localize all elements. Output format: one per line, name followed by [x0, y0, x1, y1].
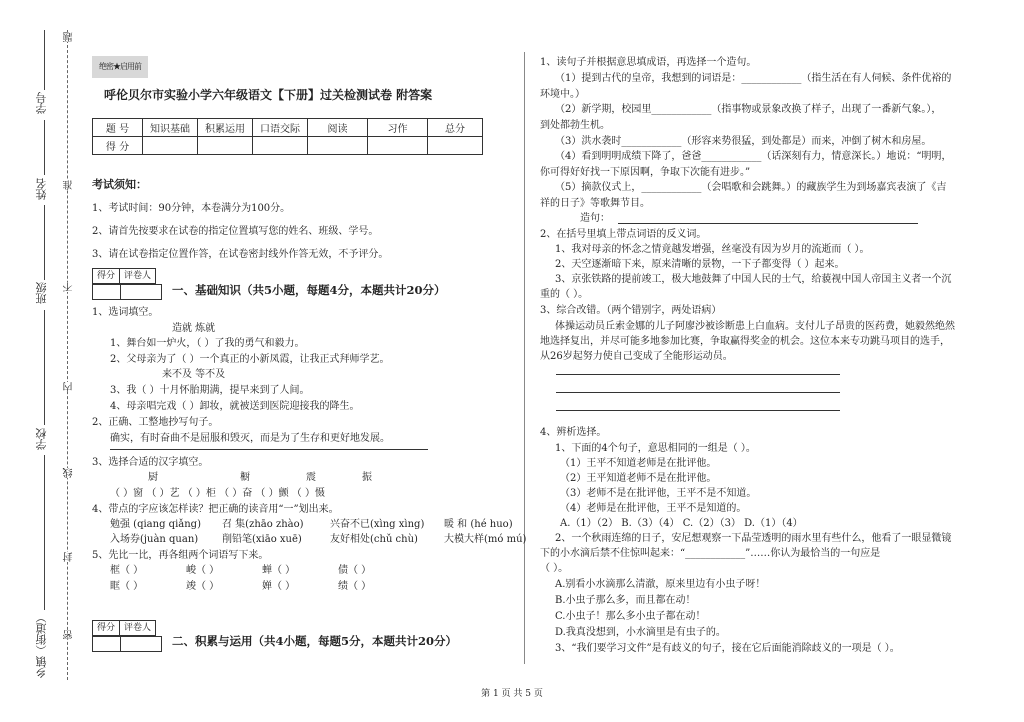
seal-char: 不 [64, 282, 75, 292]
grader-box-2 [92, 620, 156, 636]
label-xuehao: 学号 [35, 92, 48, 114]
section-1-heading: 一、基础知识（共5小题，每题4分，本题共计20分） [172, 283, 446, 297]
q2-title: 2、正确、工整地抄写句子。 [92, 417, 219, 428]
grader-name-cell[interactable] [121, 637, 161, 651]
q3-title: 3、选择合适的汉字填空。 [92, 457, 209, 468]
r-q4-sub2: （ ）。 [540, 563, 569, 574]
seal-char: 题 [64, 32, 75, 42]
q1-line-1: 1、舞台如一炉火，（ ）了我的勇气和毅力。 [110, 338, 305, 349]
q3-char: 厨 [148, 472, 158, 483]
q4-item: 勉强 (qiang qiǎng) [110, 519, 201, 530]
r-q1-line: （5）摘款仪式上，____________（会唱歌和会跳舞。）的藏族学生为到场嘉宾表演了《吉 [555, 182, 947, 193]
answer-line[interactable] [556, 392, 840, 393]
r-q1-line: （4）看到明明成绩下降了，爸爸____________（话深刻有力，情意深长。）地说：“明明， [555, 151, 952, 162]
page-title: 呼伦贝尔市实验小学六年级语文【下册】过关检测试卷 附答案 [104, 88, 433, 102]
q5-item: 债（ ） [338, 565, 372, 576]
notice-item: 1、考试时间：90分钟，本卷满分为100分。 [92, 203, 291, 214]
r-q4-sub1: 1、下面的4个句子，意思相同的一组是（ ）。 [555, 443, 756, 454]
q4-item: 友好相处(chǔ chù) [330, 534, 418, 545]
r-q2-line: 1、我对母亲的怀念之情竟越发增强，丝毫没有因为岁月的流逝而（ ）。 [555, 244, 870, 255]
r-q4-option: C.小虫子！那么多小虫子都在动！ [555, 611, 706, 622]
grader-box-blank [92, 284, 162, 300]
score-cell[interactable] [368, 137, 428, 155]
rule [44, 310, 45, 425]
label-name: 姓名 [35, 178, 48, 200]
q5-item: 绩（ ） [338, 581, 372, 592]
q5-item: 蝉（ ） [262, 565, 296, 576]
score-header: 口语交际 [253, 119, 308, 137]
q3-char: 橱 [240, 472, 250, 483]
q5-item: 峻（ ） [186, 565, 220, 576]
score-header: 题 号 [93, 119, 143, 137]
q3-char: 振 [362, 472, 372, 483]
q1-line-3: 3、我（ ）十月怀胎期满，提早来到了人间。 [110, 385, 310, 396]
rule [44, 120, 45, 175]
column-divider [524, 52, 525, 664]
label-school: 学校 [35, 428, 48, 450]
r-q4-sub2: 2、一个秋雨连绵的日子，安尼想观察一下晶莹透明的雨水里有些什么，他看了一眼显微镜 [555, 533, 952, 544]
score-header: 习作 [368, 119, 428, 137]
q4-item: 召 集(zhāo zhào) [222, 519, 304, 530]
notice-item: 3、请在试卷指定位置作答，在试卷密封线外作答无效，不予评分。 [92, 249, 389, 260]
r-q4-title: 4、辨析选择。 [540, 427, 607, 438]
r-q4-option: （4）老师是在批评他，王平不是知道的。 [560, 503, 747, 514]
r-q1-line: （2）新学期，校园里____________（指事物或景象改换了样子，出现了一番新气象。）， [555, 104, 942, 115]
seal-char: 线 [64, 468, 75, 478]
r-q4-option: A.别看小水滴那么清澈，原来里边有小虫子呀！ [555, 579, 766, 590]
answer-line[interactable] [556, 374, 840, 375]
answer-line[interactable] [556, 410, 840, 411]
rule [44, 205, 45, 280]
r-q3-text: 地选择复出，并尽可能多地参加比赛，争取赢得奖金的机会。这位本来专功跳马项目的选手， [540, 336, 950, 347]
seal-char: 密 [64, 630, 75, 640]
seal-line [67, 30, 68, 680]
q1-words-b: 来不及 等不及 [162, 369, 226, 380]
r-q3-text: 从26岁起努力使自己变成了全能形运动员。 [540, 351, 733, 362]
grader-box-2-blank [92, 636, 162, 652]
r-q2-line: 重的（ ）。 [540, 289, 589, 300]
score-header: 阅读 [308, 119, 368, 137]
q4-item: 暖 和 (hé huo) [444, 519, 513, 530]
label-class: 班级 [35, 282, 48, 304]
score-cell[interactable] [198, 137, 253, 155]
q1-line-2: 2、父母亲为了（ ）一个真正的小新凤霞，让我正式拜师学艺。 [110, 354, 390, 365]
score-cell[interactable] [253, 137, 308, 155]
r-q4-option: D.我真没想到，小水滴里是有虫子的。 [555, 627, 726, 638]
r-q4-sub3: 3、“我们要学习文件”是有歧义的句子，接在它后面能消除歧义的一项是（ ）。 [555, 643, 900, 654]
q5-item: 竣（ ） [186, 581, 220, 592]
q4-item: 削铅笔(xiāo xuē) [222, 534, 302, 545]
r-q1-line: （3）洪水袭时____________（形容来势很猛，到处都是）而来，冲倒了树木和房屋。 [555, 136, 932, 147]
score-cell[interactable] [308, 137, 368, 155]
r-q4-choices: A.（1）（2） B.（3）（4） C.（2）（3） D.（1）（4） [560, 518, 803, 529]
answer-line[interactable] [618, 223, 918, 224]
q1-line-4: 4、母亲唱完戏（ ）卸妆，就被送到医院迎接我的降生。 [110, 401, 360, 412]
score-header: 知识基础 [143, 119, 198, 137]
r-q1-title: 1、读句子并根据意思填成语，再选择一个造句。 [540, 57, 757, 68]
q4-item: 入场券(juàn quan) [110, 534, 199, 545]
r-q1-line: 祥的日子》等歌舞节目。 [540, 198, 650, 209]
score-cell[interactable] [428, 137, 483, 155]
grader-name-label: 评卷人 [124, 623, 152, 633]
q1-title: 1、选词填空。 [92, 307, 159, 318]
r-q4-sub2: 下的小水滴后禁不住惊叫起来：“____________”……你认为最恰当的一句应是 [540, 548, 881, 559]
r-q2-line: 3、京张铁路的提前竣工，极大地鼓舞了中国人民的士气，给藐视中国人帝国主义者一个沉 [555, 274, 952, 285]
r-q3-title: 3、综合改错。（两个错别字，两处语病） [540, 305, 722, 316]
r-q3-text: 体操运动员丘索金娜的儿子阿廖沙被诊断患上白血病。支付儿子昂贵的医药费，她毅然绝然 [555, 321, 955, 332]
seal-char: 准 [64, 180, 75, 190]
r-q1-line: 你可得好好找一下原因啊，争取下次能有进步。” [540, 167, 751, 178]
rule [44, 30, 45, 90]
q5-item: 婵（ ） [262, 581, 296, 592]
answer-line[interactable] [110, 449, 428, 450]
grader-score-label: 得分 [93, 621, 120, 635]
r-q4-option: （1）王平不知道老师是在批评他。 [560, 458, 717, 469]
grader-score-cell[interactable] [93, 285, 121, 299]
notice-item: 2、请首先按要求在试卷的指定位置填写您的姓名、班级、学号。 [92, 226, 379, 237]
q3-blanks: （ ）窗 （ ）艺 （ ）柜 （ ）奋 （ ）颤 （ ）慑 [110, 488, 325, 499]
r-q2-title: 2、在括号里填上带点词语的反义词。 [540, 229, 707, 240]
r-q1-line: 环境中。） [540, 89, 585, 100]
notice-heading: 考试须知： [92, 178, 147, 191]
section-2-heading: 二、积累与运用（共4小题，每题5分，本题共计20分） [172, 634, 458, 648]
r-q2-line: 2、天空逐渐暗下来，原来清晰的景物，一下子都变得（ ）起来。 [555, 259, 845, 270]
r-q4-option: （2）王平知道老师不是在批评他。 [560, 473, 717, 484]
grader-name-cell[interactable] [121, 285, 161, 299]
q3-char: 震 [306, 472, 316, 483]
q5-item: 框（ ） [110, 565, 144, 576]
q2-text: 确实，有时奋曲不是屈服和毁灭，而是为了生存和更好地发展。 [110, 433, 390, 444]
r-q1-line: 到处都勃生机。 [540, 120, 610, 131]
r-q1-sentence-label: 造句： [580, 213, 610, 224]
r-q4-option: （3）老师不是在批评他，王平不是不知道。 [560, 488, 757, 499]
grader-score-label: 得分 [93, 269, 120, 283]
q4-item: 大模大样(mó mú) [444, 534, 527, 545]
grader-box [92, 268, 156, 284]
grader-name-label: 评卷人 [124, 271, 152, 281]
label-township: 乡镇（街道） [35, 612, 48, 678]
r-q1-line: （1）提到古代的皇帝，我想到的词语是：____________（指生活在有人伺候、条件优裕的 [555, 73, 952, 84]
q1-words-a: 造就 炼就 [172, 323, 216, 334]
q5-title: 5、先比一比，再各组两个词语写下来。 [92, 550, 269, 561]
seal-char: 内 [64, 382, 75, 392]
q4-title: 4、带点的字应该怎样读？把正确的读音用“一”划出来。 [92, 504, 339, 515]
rule [44, 455, 45, 610]
binding-margin [0, 0, 80, 722]
score-row-label: 得 分 [93, 137, 143, 155]
r-q4-option: B.小虫子那么多，而且都在动！ [555, 595, 696, 606]
page-footer: 第 1 页 共 5 页 [481, 689, 543, 699]
score-cell[interactable] [143, 137, 198, 155]
grader-score-cell[interactable] [93, 637, 121, 651]
seal-char: 封 [64, 552, 75, 562]
score-header: 总分 [428, 119, 483, 137]
q4-item: 兴奋不已(xìng xìng) [330, 519, 425, 530]
score-table [92, 118, 483, 155]
secret-badge: 绝密★启用前 [92, 56, 148, 78]
score-header: 积累运用 [198, 119, 253, 137]
q5-item: 眶（ ） [110, 581, 144, 592]
